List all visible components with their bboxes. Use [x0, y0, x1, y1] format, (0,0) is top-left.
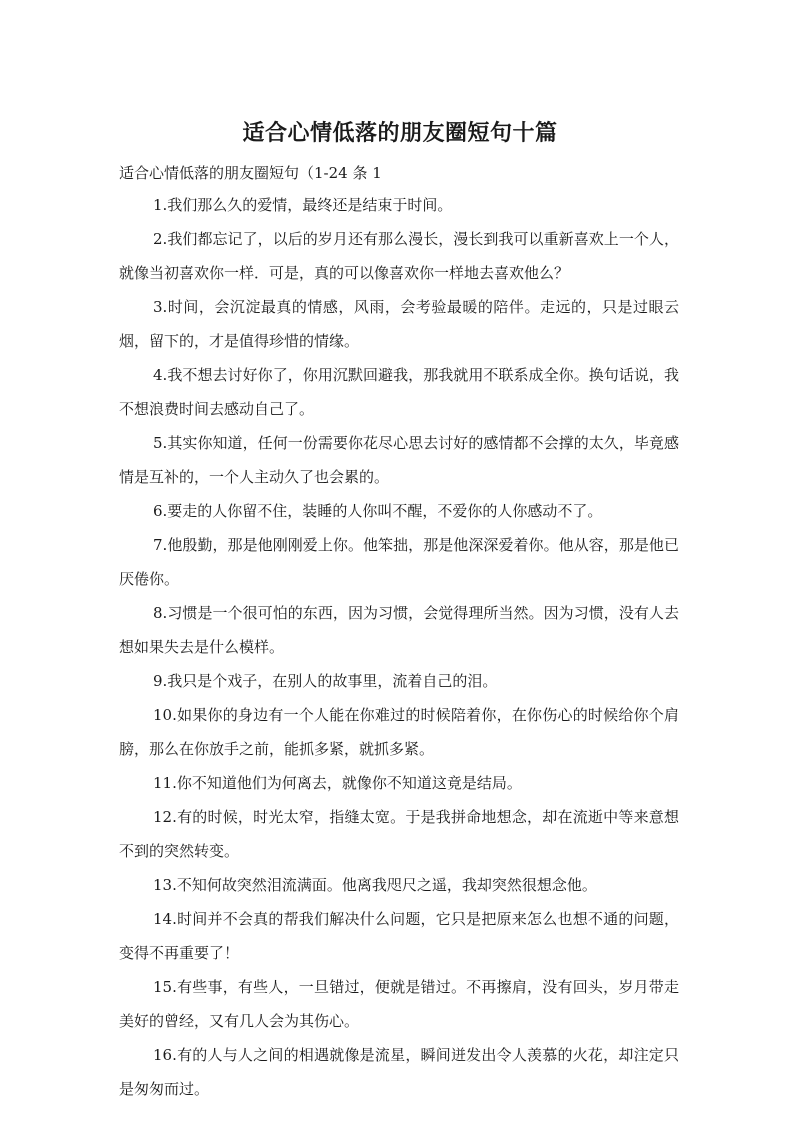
paragraph: 9.我只是个戏子，在别人的故事里，流着自己的泪。 [153, 672, 498, 690]
paragraph: 8.习惯是一个很可怕的东西，因为习惯，会觉得理所当然。因为习惯，没有人去想如果失去是什么模样。 [119, 604, 679, 656]
paragraph: 2.我们都忘记了，以后的岁月还有那么漫长，漫长到我可以重新喜欢上一个人，就像当初喜欢你一样．可是，真的可以像喜欢你一样地去喜欢他么？ [119, 230, 679, 282]
paragraph: 16.有的人与人之间的相遇就像是流星，瞬间迸发出令人羡慕的火花，却注定只是匆匆而过。 [119, 1046, 679, 1098]
paragraph: 7.他殷勤，那是他刚刚爱上你。他笨拙，那是他深深爱着你。他从容，那是他已厌倦你。 [119, 536, 679, 588]
paragraph: 13.不知何故突然泪流满面。他离我咫尺之遥，我却突然很想念他。 [153, 876, 597, 894]
paragraph: 10.如果你的身边有一个人能在你难过的时候陪着你，在你伤心的时候给你个肩膀，那么在你放手之前，能抓多紧，就抓多紧。 [119, 706, 679, 758]
paragraph: 15.有些事，有些人，一旦错过，便就是错过。不再擦肩，没有回头，岁月带走美好的曾经，又有几人会为其伤心。 [119, 978, 679, 1030]
paragraph: 14.时间并不会真的帮我们解决什么问题，它只是把原来怎么也想不通的问题，变得不再重要了！ [119, 910, 679, 962]
document-subtitle: 适合心情低落的朋友圈短句（1-24 条 1 [119, 164, 382, 182]
paragraph: 1.我们那么久的爱情，最终还是结束于时间。 [153, 196, 453, 214]
paragraph: 3.时间，会沉淀最真的情感，风雨，会考验最暖的陪伴。走远的，只是过眼云烟，留下的，才是值得珍惜的情缘。 [119, 298, 679, 350]
paragraph: 6.要走的人你留不住，装睡的人你叫不醒，不爱你的人你感动不了。 [153, 502, 603, 520]
paragraph: 11.你不知道他们为何离去，就像你不知道这竟是结局。 [153, 774, 522, 792]
paragraph: 5.其实你知道，任何一份需要你花尽心思去讨好的感情都不会撑的太久，毕竟感情是互补的，一个人主动久了也会累的。 [119, 434, 679, 486]
paragraph: 12.有的时候，时光太窄，指缝太宽。于是我拼命地想念，却在流逝中等来意想不到的突然转变。 [119, 808, 679, 860]
paragraph: 4.我不想去讨好你了，你用沉默回避我，那我就用不联系成全你。换句话说，我不想浪费时间去感动自己了。 [119, 366, 679, 418]
document-body [119, 188, 679, 1106]
document-title: 适合心情低落的朋友圈短句十篇 [242, 121, 558, 146]
